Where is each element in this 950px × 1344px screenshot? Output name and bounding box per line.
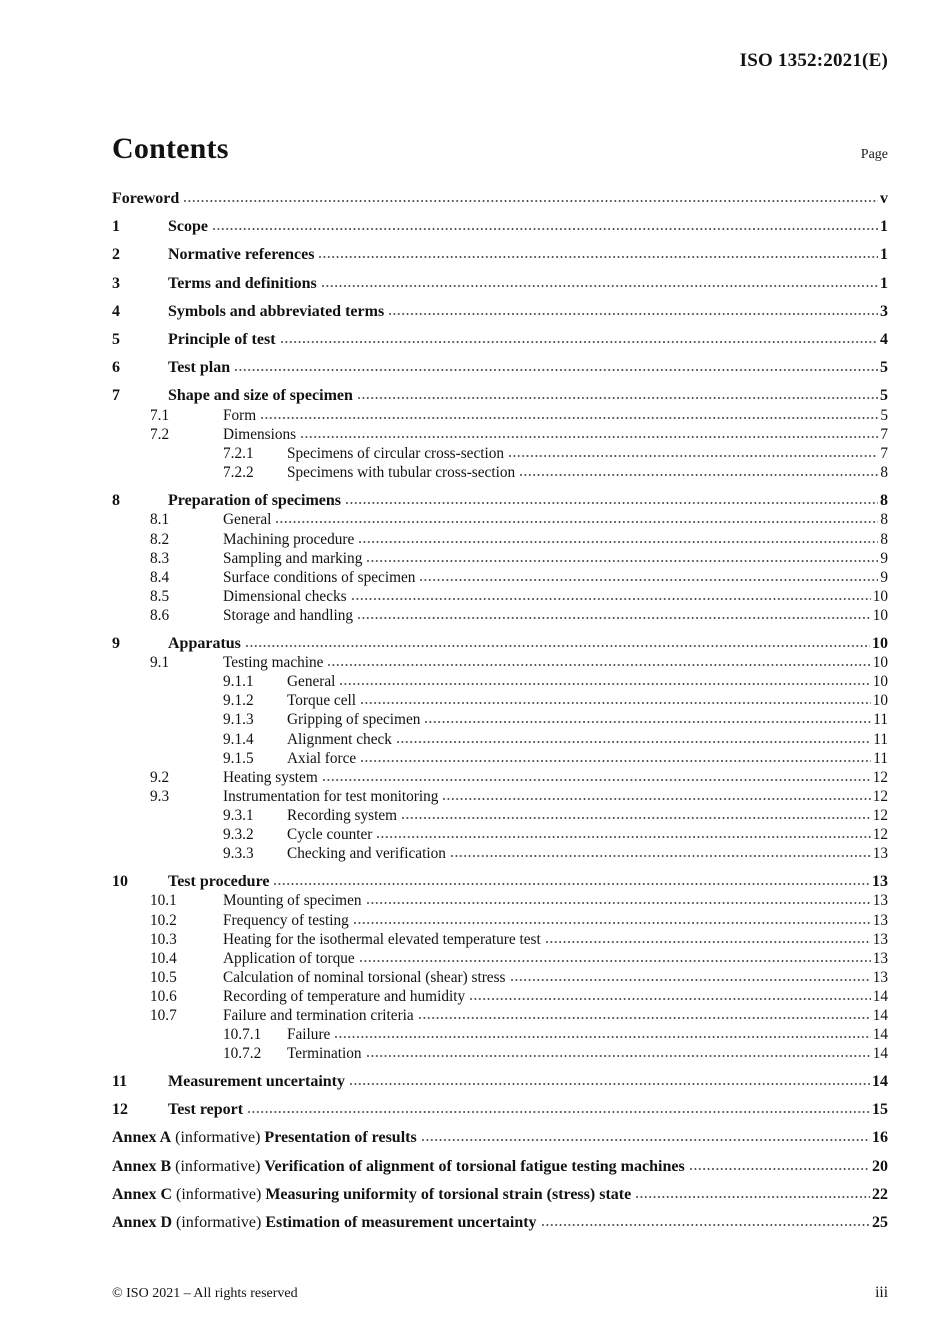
- toc-entry-title: Measurement uncertainty: [168, 1073, 345, 1091]
- toc-entry-page: 14: [872, 1006, 888, 1024]
- dot-leader: [340, 683, 870, 685]
- toc-entry-title: Machining procedure: [223, 530, 355, 548]
- toc-entry-number: 1: [112, 218, 120, 236]
- dot-leader: [360, 960, 871, 962]
- toc-row: [112, 444, 888, 463]
- toc-entry-title: General: [223, 511, 272, 529]
- toc-entry-page: 20: [872, 1157, 888, 1175]
- dot-leader: [359, 541, 878, 543]
- toc-row: [112, 691, 888, 710]
- dot-leader: [367, 902, 871, 904]
- toc-entry-title: Failure and termination criteria: [223, 1006, 414, 1024]
- toc-entry-number: 4: [112, 302, 120, 320]
- toc-entry-number: 7.2.1: [223, 445, 254, 463]
- dot-leader: [346, 502, 878, 504]
- toc-entry-title: Application of torque: [223, 949, 355, 967]
- contents-header: [112, 132, 888, 166]
- toc-entry-page: 7: [880, 445, 888, 463]
- toc-entry-title: Dimensional checks: [223, 587, 347, 605]
- toc-entry-number: 9.3.2: [223, 826, 254, 844]
- toc-row: [112, 930, 888, 949]
- dot-leader: [377, 836, 870, 838]
- toc-row: [112, 911, 888, 930]
- toc-row: [112, 274, 888, 293]
- toc-entry-title: Terms and definitions: [168, 274, 317, 292]
- toc-entry-number: 10.7.1: [223, 1026, 262, 1044]
- toc-entry-page: 13: [872, 845, 888, 863]
- toc-entry-page: 12: [872, 768, 888, 786]
- toc-row: [112, 806, 888, 825]
- toc-entry-page: 12: [872, 826, 888, 844]
- toc-entry-page: 5: [880, 359, 888, 377]
- toc-row: [112, 463, 888, 482]
- toc-entry-title: Alignment check: [287, 730, 392, 748]
- toc-entry-number: 9.3.3: [223, 845, 254, 863]
- dot-leader: [248, 1111, 870, 1113]
- toc-entry-title: Estimation of measurement uncertainty: [265, 1214, 537, 1232]
- dot-leader: [301, 436, 878, 438]
- toc-entry-number: 10.4: [150, 949, 177, 967]
- dot-leader: [323, 779, 871, 781]
- annex-label: Annex A: [112, 1129, 176, 1147]
- dot-leader: [397, 741, 871, 743]
- toc-entry-number: 10.2: [150, 911, 177, 929]
- toc-entry-page: v: [880, 190, 888, 207]
- toc-entry-title: Measuring uniformity of torsional strain (stress) state: [265, 1185, 632, 1203]
- toc-entry-title: Recording system: [287, 806, 398, 824]
- toc-row: [112, 844, 888, 863]
- toc-entry-title: General: [287, 673, 336, 691]
- toc-entry-title: Presentation of results: [264, 1129, 417, 1147]
- toc-entry-number: 7.2.2: [223, 464, 254, 482]
- toc-entry-number: 5: [112, 331, 120, 349]
- toc-entry-title: Mounting of specimen: [223, 892, 362, 910]
- toc-entry-title: Torque cell: [287, 692, 357, 710]
- toc-entry-number: 9: [112, 634, 120, 652]
- toc-entry-title: Symbols and abbreviated terms: [168, 302, 385, 320]
- toc-row: [112, 510, 888, 529]
- dot-leader: [420, 579, 878, 581]
- dot-leader: [451, 855, 871, 857]
- toc-row: [112, 1044, 888, 1063]
- toc-row: [112, 386, 888, 405]
- toc-row: [112, 1157, 888, 1176]
- toc-entry-page: 3: [880, 302, 888, 320]
- toc-entry-number: 8: [112, 492, 120, 509]
- toc-entry-page: 9: [880, 549, 888, 567]
- dot-leader: [511, 979, 871, 981]
- toc-row: [112, 1100, 888, 1119]
- toc-row: [112, 491, 888, 510]
- toc-entry-number: 8.6: [150, 606, 170, 624]
- toc-entry-page: 8: [880, 464, 888, 482]
- dot-leader: [690, 1168, 870, 1170]
- toc-entry-title: Verification of alignment of torsional fatigue testing machines: [264, 1157, 685, 1175]
- toc-entry-title: Frequency of testing: [223, 911, 349, 929]
- toc-entry-page: 9: [880, 568, 888, 586]
- toc-entry-title: Testing machine: [223, 654, 324, 672]
- dot-leader: [470, 998, 871, 1000]
- dot-leader: [350, 1083, 870, 1085]
- toc-entry-title: Scope: [168, 218, 208, 236]
- toc-entry-title: Instrumentation for test monitoring: [223, 787, 439, 805]
- toc-entry-number: 9.1.2: [223, 692, 254, 710]
- page-footer: [112, 1284, 888, 1302]
- dot-leader: [235, 369, 878, 371]
- toc-row: [112, 730, 888, 749]
- annex-informative-tag: (informative): [175, 1129, 265, 1147]
- toc-entry-page: 13: [872, 968, 888, 986]
- toc-row: [112, 949, 888, 968]
- toc-entry-title: Principle of test: [168, 331, 276, 349]
- dot-leader: [354, 922, 871, 924]
- dot-leader: [319, 256, 878, 258]
- dot-leader: [367, 560, 878, 562]
- toc-entry-title: Normative references: [168, 246, 315, 264]
- dot-leader: [542, 1224, 870, 1226]
- toc-row: [112, 672, 888, 691]
- dot-leader: [361, 702, 871, 704]
- dot-leader: [261, 417, 878, 419]
- toc-entry-page: 12: [872, 787, 888, 805]
- toc-row: [112, 634, 888, 653]
- toc-entry-title: Test procedure: [168, 873, 270, 890]
- toc-entry-number: 10.7: [150, 1006, 177, 1024]
- toc-entry-number: 8.1: [150, 511, 170, 529]
- toc-entry-page: 11: [873, 730, 888, 748]
- table-of-contents: [112, 189, 888, 1232]
- dot-leader: [636, 1196, 870, 1198]
- toc-row: [112, 710, 888, 729]
- toc-entry-number: 12: [112, 1101, 128, 1119]
- toc-entry-number: 9.1.5: [223, 749, 254, 767]
- dot-leader: [281, 341, 878, 343]
- toc-entry-page: 15: [872, 1101, 888, 1119]
- toc-entry-page: 14: [872, 1026, 888, 1044]
- dot-leader: [246, 645, 870, 647]
- toc-row: [112, 1213, 888, 1232]
- toc-entry-title: Sampling and marking: [223, 549, 363, 567]
- toc-entry-title: Failure: [287, 1026, 331, 1044]
- toc-entry-title: Test plan: [168, 359, 231, 377]
- toc-entry-page: 1: [880, 246, 888, 264]
- toc-entry-page: 4: [880, 331, 888, 349]
- toc-entry-page: 11: [873, 749, 888, 767]
- toc-entry-page: 10: [872, 634, 888, 652]
- toc-entry-page: 10: [872, 587, 888, 605]
- toc-entry-page: 14: [872, 1073, 888, 1091]
- toc-row: [112, 891, 888, 910]
- annex-informative-tag: (informative): [175, 1157, 265, 1175]
- toc-entry-page: 5: [880, 406, 888, 424]
- toc-entry-page: 8: [880, 530, 888, 548]
- toc-entry-number: 8.5: [150, 587, 170, 605]
- annex-informative-tag: (informative): [176, 1214, 266, 1232]
- toc-entry-title: Apparatus: [168, 634, 241, 652]
- toc-row: [112, 749, 888, 768]
- toc-row: [112, 189, 888, 208]
- annex-label: Annex C: [112, 1185, 177, 1203]
- toc-entry-number: 9.1.1: [223, 673, 254, 691]
- dot-leader: [213, 228, 878, 230]
- toc-entry-page: 10: [872, 673, 888, 691]
- toc-row: [112, 245, 888, 264]
- toc-entry-page: 10: [872, 692, 888, 710]
- toc-entry-number: 9.2: [150, 768, 170, 786]
- document-code: ISO 1352:2021(E): [739, 50, 888, 71]
- dot-leader: [443, 798, 870, 800]
- toc-entry-number: 9.1: [150, 654, 170, 672]
- toc-entry-page: 7: [880, 425, 888, 443]
- toc-entry-title: Foreword: [112, 190, 180, 207]
- toc-entry-page: 1: [880, 218, 888, 236]
- dot-leader: [358, 617, 871, 619]
- toc-entry-number: 7.1: [150, 406, 170, 424]
- toc-row: [112, 425, 888, 444]
- toc-row: [112, 568, 888, 587]
- toc-row: [112, 768, 888, 787]
- toc-entry-number: 7: [112, 387, 120, 405]
- toc-entry-number: 10.3: [150, 930, 177, 948]
- toc-entry-title: Specimens of circular cross-section: [287, 445, 505, 463]
- dot-leader: [546, 941, 871, 943]
- dot-leader: [422, 1139, 870, 1141]
- toc-entry-page: 13: [872, 911, 888, 929]
- dot-leader: [367, 1055, 871, 1057]
- dot-leader: [402, 817, 871, 819]
- contents-title: Contents: [112, 132, 229, 165]
- toc-row: [112, 1185, 888, 1204]
- toc-entry-title: Heating for the isothermal elevated temperature test: [223, 930, 541, 948]
- toc-row: [112, 968, 888, 987]
- toc-entry-title: Form: [223, 406, 257, 424]
- toc-row: [112, 1072, 888, 1091]
- toc-row: [112, 1025, 888, 1044]
- toc-entry-number: 8.3: [150, 549, 170, 567]
- toc-entry-title: Axial force: [287, 749, 357, 767]
- toc-entry-page: 1: [880, 274, 888, 292]
- toc-row: [112, 1128, 888, 1147]
- dot-leader: [352, 598, 871, 600]
- toc-entry-number: 9.1.3: [223, 711, 254, 729]
- dot-leader: [520, 474, 878, 476]
- toc-entry-page: 8: [880, 492, 888, 509]
- toc-row: [112, 872, 888, 891]
- toc-entry-page: 13: [872, 873, 888, 890]
- toc-entry-page: 10: [872, 606, 888, 624]
- copyright-notice: © ISO 2021 – All rights reserved: [112, 1286, 298, 1301]
- toc-entry-number: 10.6: [150, 987, 177, 1005]
- toc-entry-page: 13: [872, 930, 888, 948]
- toc-entry-title: Preparation of specimens: [168, 492, 342, 509]
- dot-leader: [274, 883, 870, 885]
- dot-leader: [419, 1017, 871, 1019]
- toc-entry-number: 8.2: [150, 530, 170, 548]
- toc-entry-number: 10.7.2: [223, 1045, 262, 1063]
- toc-row: [112, 302, 888, 321]
- toc-entry-page: 13: [872, 949, 888, 967]
- annex-label: Annex D: [112, 1214, 177, 1232]
- toc-entry-page: 11: [873, 711, 888, 729]
- annex-label: Annex B: [112, 1157, 176, 1175]
- toc-entry-number: 6: [112, 359, 120, 377]
- toc-row: [112, 787, 888, 806]
- toc-entry-page: 13: [872, 892, 888, 910]
- toc-row: [112, 217, 888, 236]
- toc-entry-number: 10: [112, 873, 128, 890]
- toc-entry-number: 10.5: [150, 968, 177, 986]
- toc-row: [112, 358, 888, 377]
- dot-leader: [389, 313, 878, 315]
- toc-entry-title: Termination: [287, 1045, 362, 1063]
- toc-entry-number: 9.3: [150, 787, 170, 805]
- dot-leader: [335, 1036, 870, 1038]
- toc-row: [112, 406, 888, 425]
- toc-entry-number: 8.4: [150, 568, 170, 586]
- toc-entry-title: Dimensions: [223, 425, 297, 443]
- toc-row: [112, 606, 888, 625]
- toc-entry-page: 10: [872, 654, 888, 672]
- folio-page-number: iii: [875, 1284, 888, 1301]
- toc-entry-page: 12: [872, 806, 888, 824]
- toc-row: [112, 549, 888, 568]
- page-column-label: Page: [860, 147, 888, 162]
- dot-leader: [361, 760, 871, 762]
- toc-entry-number: 11: [112, 1073, 128, 1091]
- toc-entry-title: Heating system: [223, 768, 318, 786]
- toc-entry-title: Checking and verification: [287, 845, 446, 863]
- toc-entry-number: 7.2: [150, 425, 170, 443]
- toc-entry-number: 10.1: [150, 892, 177, 910]
- toc-entry-page: 14: [872, 987, 888, 1005]
- toc-entry-title: Cycle counter: [287, 826, 373, 844]
- toc-entry-number: 9.1.4: [223, 730, 254, 748]
- dot-leader: [328, 664, 870, 666]
- toc-entry-page: 14: [872, 1045, 888, 1063]
- toc-row: [112, 653, 888, 672]
- dot-leader: [322, 285, 878, 287]
- dot-leader: [276, 521, 878, 523]
- toc-entry-page: 16: [872, 1129, 888, 1147]
- toc-entry-title: Calculation of nominal torsional (shear) stress: [223, 968, 506, 986]
- toc-entry-number: 9.3.1: [223, 806, 254, 824]
- dot-leader: [425, 721, 871, 723]
- dot-leader: [358, 397, 878, 399]
- toc-row: [112, 330, 888, 349]
- dot-leader: [509, 455, 878, 457]
- toc-row: [112, 587, 888, 606]
- annex-informative-tag: (informative): [176, 1185, 266, 1203]
- toc-entry-title: Test report: [168, 1101, 244, 1119]
- toc-entry-title: Shape and size of specimen: [168, 387, 353, 405]
- toc-entry-number: 3: [112, 274, 120, 292]
- toc-entry-title: Recording of temperature and humidity: [223, 987, 466, 1005]
- dot-leader: [184, 200, 878, 202]
- toc-entry-page: 22: [872, 1185, 888, 1203]
- toc-entry-page: 5: [880, 387, 888, 405]
- toc-entry-title: Storage and handling: [223, 606, 353, 624]
- toc-entry-title: Surface conditions of specimen: [223, 568, 416, 586]
- toc-row: [112, 825, 888, 844]
- toc-entry-title: Gripping of specimen: [287, 711, 421, 729]
- toc-entry-title: Specimens with tubular cross-section: [287, 464, 516, 482]
- toc-entry-number: 2: [112, 246, 120, 264]
- toc-row: [112, 530, 888, 549]
- toc-row: [112, 987, 888, 1006]
- toc-entry-page: 25: [872, 1214, 888, 1232]
- toc-row: [112, 1006, 888, 1025]
- toc-entry-page: 8: [880, 511, 888, 529]
